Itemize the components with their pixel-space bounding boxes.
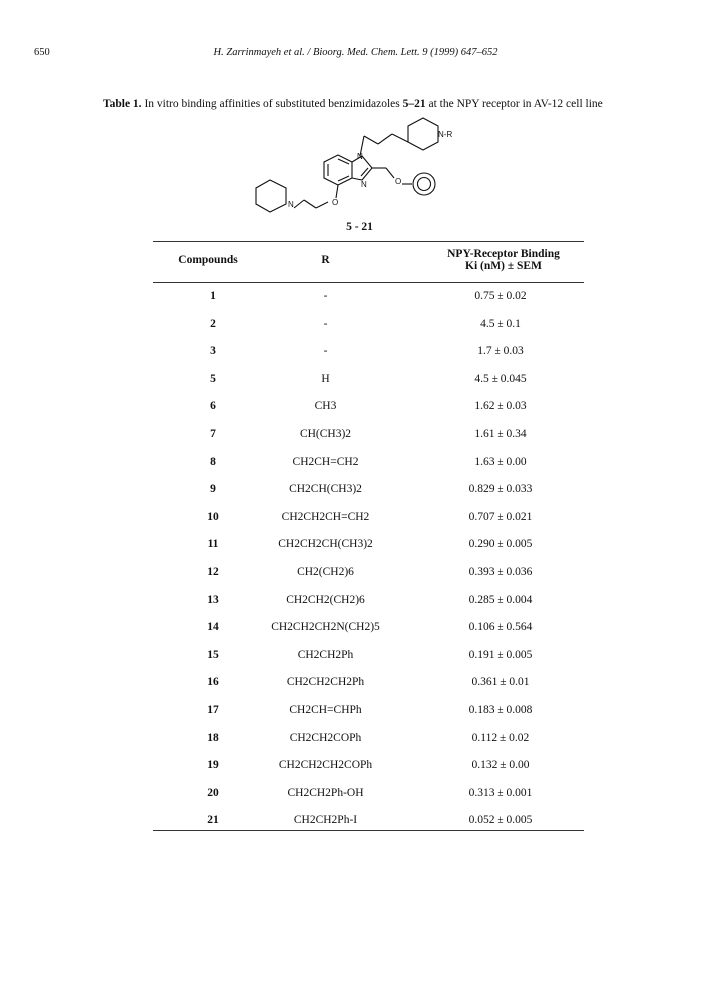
ki-value-cell: 1.7 ± 0.03 [477, 345, 524, 358]
column-header-binding-line2: Ki (nM) ± SEM [465, 260, 542, 272]
compound-id-cell: 16 [207, 676, 219, 689]
table-row [153, 676, 584, 696]
column-header-r: R [321, 254, 330, 266]
r-group-cell: - [323, 290, 328, 302]
ki-value-cell: 0.290 ± 0.005 [468, 538, 533, 551]
ki-value-cell: 0.361 ± 0.01 [471, 676, 530, 689]
r-group-cell: CH2CH2CH(CH3)2 [278, 538, 373, 551]
ki-value-cell: 1.62 ± 0.03 [474, 400, 527, 413]
r-group-cell: CH2CH2CH=CH2 [281, 510, 370, 523]
table-bottom-rule [153, 830, 584, 831]
table-row [153, 649, 584, 669]
ki-value-cell: 0.132 ± 0.00 [471, 759, 530, 772]
compound-id-cell: 15 [207, 648, 219, 661]
r-group-cell: CH2CH2COPh [289, 731, 362, 744]
r-group-cell: H [321, 372, 330, 385]
o-label-1: O [395, 177, 402, 186]
r-group-cell: - [323, 345, 328, 358]
column-header-compounds: Compounds [178, 254, 238, 266]
table-row [153, 704, 584, 724]
table-row [153, 290, 584, 310]
r-group-cell: CH2CH2CH2COPh [278, 759, 373, 772]
n-r-label: N-R [438, 130, 453, 139]
compound-id-cell: 2 [210, 317, 216, 330]
r-group-cell: CH2CH2Ph [297, 648, 354, 661]
compound-id-cell: 21 [207, 814, 219, 827]
table-caption [103, 98, 603, 110]
compound-id-cell: 14 [207, 621, 219, 634]
compound-id-cell: 9 [210, 483, 216, 496]
column-header-binding-line1: NPY-Receptor Binding [447, 248, 560, 260]
r-group-cell: CH2(CH2)6 [297, 566, 354, 578]
ki-value-cell: 1.61 ± 0.34 [474, 428, 527, 440]
ki-value-cell: 0.285 ± 0.004 [468, 593, 533, 606]
table-caption-label: Table 1. [103, 98, 142, 110]
compound-id-cell: 17 [207, 704, 219, 716]
compound-id-cell: 11 [207, 538, 219, 551]
ki-value-cell: 4.5 ± 0.045 [474, 372, 527, 385]
compound-id-cell: 19 [207, 759, 219, 772]
table-row [153, 621, 584, 641]
table-row [153, 594, 584, 614]
ki-value-cell: 0.707 ± 0.021 [468, 510, 533, 523]
ki-value-cell: 0.829 ± 0.033 [468, 483, 533, 496]
table-header-rule [153, 282, 584, 283]
r-group-cell: CH2CH2Ph-I [293, 814, 358, 827]
ki-value-cell: 0.313 ± 0.001 [468, 786, 533, 799]
table-row [153, 511, 584, 531]
compound-id-cell: 13 [207, 593, 219, 606]
n-label-2: N [361, 180, 367, 189]
ki-value-cell: 1.63 ± 0.00 [474, 455, 527, 468]
ki-value-cell: 0.106 ± 0.564 [468, 621, 533, 634]
ki-value-cell: 0.183 ± 0.008 [468, 704, 533, 716]
table-caption-text: In vitro binding affinities of substituted benzimidazoles [141, 98, 403, 110]
table-row [153, 373, 584, 393]
column-header-binding [423, 248, 584, 272]
compound-id-cell: 7 [210, 428, 216, 440]
compound-id-cell: 10 [207, 510, 219, 523]
compound-id-cell: 5 [210, 372, 216, 385]
page-number: 650 [34, 47, 50, 58]
table-top-rule [153, 241, 584, 242]
table-row [153, 787, 584, 807]
compound-id-cell: 8 [210, 455, 216, 468]
table-row [153, 732, 584, 752]
table-row [153, 428, 584, 448]
ki-value-cell: 4.5 ± 0.1 [480, 317, 521, 330]
ki-value-cell: 0.112 ± 0.02 [471, 731, 530, 744]
n-label-3: N [288, 200, 294, 209]
o-label-2: O [332, 198, 339, 207]
ki-value-cell: 0.191 ± 0.005 [468, 648, 533, 661]
table-row [153, 759, 584, 779]
r-group-cell: CH2CH(CH3)2 [289, 483, 362, 496]
piperidine-ring-top [408, 118, 438, 150]
table-row [153, 456, 584, 476]
r-group-cell: CH2CH=CHPh [289, 704, 362, 716]
compound-id-cell: 18 [207, 731, 219, 744]
piperidine-ring-bottom [256, 180, 286, 212]
r-group-cell: CH2CH=CH2 [292, 455, 359, 468]
table-row [153, 538, 584, 558]
phenyl-ring [413, 173, 435, 195]
table-row [153, 814, 584, 834]
ki-value-cell: 0.75 ± 0.02 [474, 290, 527, 302]
compound-id-cell: 12 [207, 566, 219, 578]
ki-value-cell: 0.052 ± 0.005 [468, 814, 533, 827]
r-group-cell: CH(CH3)2 [299, 428, 352, 440]
r-group-cell: CH2CH2(CH2)6 [286, 593, 365, 606]
r-group-cell: CH2CH2CH2N(CH2)5 [271, 621, 380, 634]
compound-series-label: 5 - 21 [346, 221, 373, 233]
compound-id-cell: 6 [210, 400, 216, 413]
table-row [153, 400, 584, 420]
table-row [153, 566, 584, 586]
n-label-1: N [357, 152, 363, 161]
chemical-structure [240, 112, 500, 218]
table-caption-range: 5–21 [402, 98, 426, 110]
r-group-cell: - [323, 317, 328, 330]
table-caption-tail: at the NPY receptor in AV-12 cell line [425, 98, 603, 110]
compound-id-cell: 3 [210, 345, 216, 358]
r-group-cell: CH2CH2CH2Ph [286, 676, 365, 689]
compound-id-cell: 20 [207, 786, 219, 799]
compound-id-cell: 1 [210, 290, 216, 302]
r-group-cell: CH2CH2Ph-OH [287, 786, 364, 799]
ki-value-cell: 0.393 ± 0.036 [468, 566, 533, 578]
r-group-cell: CH3 [314, 400, 337, 413]
table-row [153, 318, 584, 338]
table-row [153, 345, 584, 365]
table-row [153, 483, 584, 503]
running-header-citation: H. Zarrinmayeh et al. / Bioorg. Med. Chem. Lett. 9 (1999) 647–652 [213, 47, 498, 58]
